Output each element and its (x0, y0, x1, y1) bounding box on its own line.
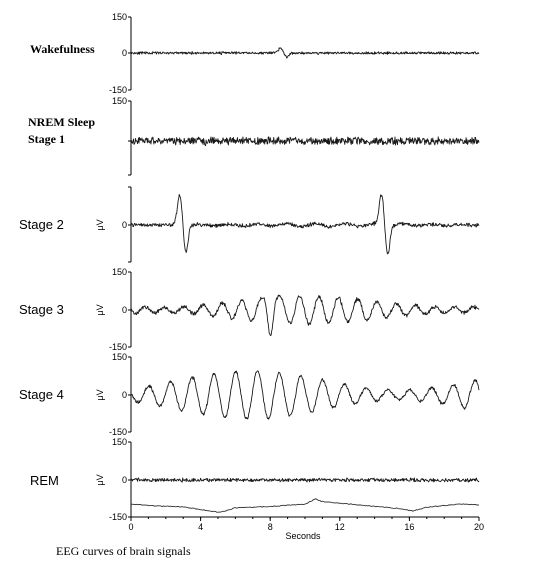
panel-label: Wakefulness (30, 42, 95, 56)
panel-stage-2 (19, 187, 479, 262)
y-tick-label: 0 (121, 475, 127, 485)
eeg-trace (131, 478, 479, 482)
y-tick-label: -150 (108, 427, 127, 437)
x-tick-label: 20 (473, 522, 485, 532)
y-unit-label: μV (95, 389, 105, 401)
y-tick-label: 150 (111, 96, 127, 106)
eeg-trace (131, 137, 479, 146)
panel-wakefulness (30, 12, 479, 95)
y-tick-label: 0 (121, 220, 127, 230)
x-tick-label: 16 (404, 522, 415, 532)
y-unit-label: μV (95, 219, 105, 231)
y-tick-label: 150 (111, 12, 127, 22)
eog-trace (131, 499, 479, 513)
eeg-panels (19, 12, 479, 522)
y-unit-label: μV (95, 474, 105, 486)
x-axis-label: Seconds (285, 531, 321, 541)
eeg-trace (131, 48, 479, 58)
panel-stage-4 (19, 352, 479, 437)
y-tick-label: -150 (108, 342, 127, 352)
x-tick-label: 8 (267, 522, 273, 532)
eeg-trace (131, 371, 479, 419)
panel-label: NREM Sleep (28, 115, 95, 129)
y-tick-label: 150 (111, 437, 127, 447)
y-tick-label: 150 (111, 352, 127, 362)
y-unit-label: μV (95, 304, 105, 316)
panel-label: Stage 4 (19, 387, 64, 402)
y-tick-label: 0 (121, 305, 127, 315)
x-axis (128, 517, 484, 532)
panel-label: Stage 2 (19, 217, 64, 232)
y-tick-label: 150 (111, 267, 127, 277)
panel-rem (30, 437, 479, 522)
y-tick-label: 0 (121, 390, 127, 400)
x-tick-label: 12 (334, 522, 345, 532)
panel-label: REM (30, 473, 59, 488)
y-tick-label: 0 (121, 48, 127, 58)
y-tick-label: -150 (108, 512, 127, 522)
panel-stage-3 (19, 267, 479, 352)
panel-nrem-sleep-stage-1 (28, 96, 479, 175)
x-tick-label: 0 (128, 522, 134, 532)
y-tick-label: -150 (108, 85, 127, 95)
panel-label: Stage 3 (19, 302, 64, 317)
panel-label: Stage 1 (28, 132, 65, 146)
eeg-trace (131, 194, 479, 254)
x-tick-label: 4 (198, 522, 204, 532)
figure-caption: EEG curves of brain signals (56, 544, 191, 558)
eeg-trace (131, 295, 479, 336)
